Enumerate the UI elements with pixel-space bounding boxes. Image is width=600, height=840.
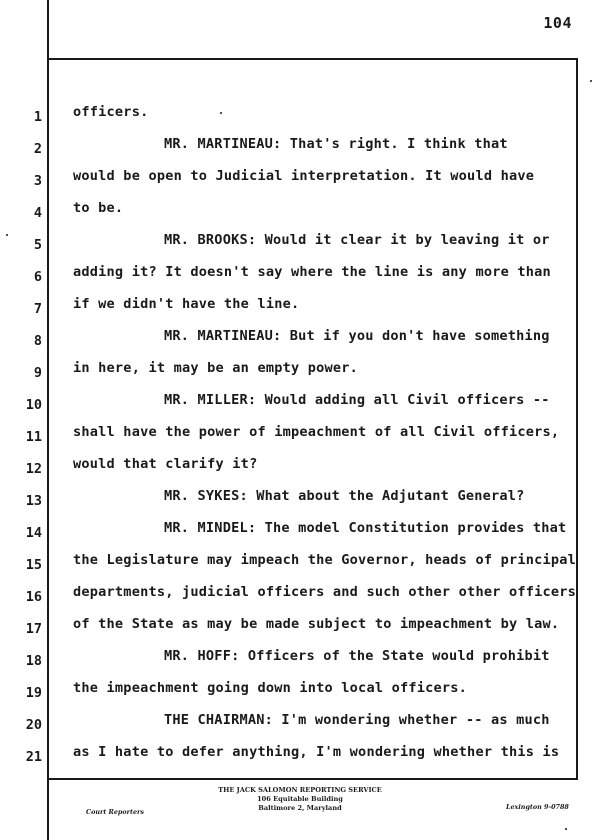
footer-rule	[47, 778, 578, 780]
transcript-line: in here, it may be an empty power.	[73, 360, 359, 376]
scan-speck	[590, 80, 592, 82]
right-margin-rule	[576, 60, 578, 780]
line-number: 20	[25, 717, 42, 733]
transcript-line: THE CHAIRMAN: I'm wondering whether -- as much	[164, 712, 550, 728]
transcript-line: MR. MINDEL: The model Constitution provides that	[164, 520, 567, 536]
transcript-line: shall have the power of impeachment of all Civil officers,	[73, 424, 560, 440]
header-rule	[47, 58, 578, 60]
transcript-line: adding it? It doesn't say where the line is any more than	[73, 264, 551, 280]
footer-service-name: THE JACK SALOMON REPORTING SERVICE	[218, 786, 382, 794]
transcript-line: would be open to Judicial interpretation. It would have	[73, 168, 535, 184]
transcript-line: would that clarify it?	[73, 456, 258, 472]
line-number: 11	[25, 429, 42, 445]
scan-speck	[565, 828, 567, 830]
transcript-line: the impeachment going down into local officers.	[73, 680, 468, 696]
line-number: 7	[33, 301, 42, 317]
line-number: 10	[25, 397, 42, 413]
footer-phone: Lexington 9-0788	[506, 803, 569, 811]
line-number: 3	[33, 173, 42, 189]
footer-building: 106 Equitable Building	[257, 795, 343, 803]
footer-reporting-service	[200, 786, 400, 813]
transcript-line: to be.	[73, 200, 124, 216]
line-number: 15	[25, 557, 42, 573]
line-number: 8	[33, 333, 42, 349]
transcript-line: MR. MARTINEAU: That's right. I think that	[164, 136, 508, 152]
line-number: 2	[33, 141, 42, 157]
left-margin-rule	[47, 0, 49, 840]
scan-speck	[6, 234, 8, 236]
line-number: 16	[25, 589, 42, 605]
line-number: 9	[33, 365, 42, 381]
transcript-line: departments, judicial officers and such other other officers	[73, 584, 577, 600]
transcript-line: if we didn't have the line.	[73, 296, 300, 312]
transcript-line: MR. MARTINEAU: But if you don't have something	[164, 328, 550, 344]
line-number: 13	[25, 493, 42, 509]
line-number: 4	[33, 205, 42, 221]
footer-city: Baltimore 2, Maryland	[258, 804, 342, 812]
line-number: 1	[33, 109, 42, 125]
scan-speck	[220, 112, 222, 114]
line-number: 12	[25, 461, 42, 477]
transcript-line: officers.	[73, 104, 149, 120]
transcript-line: MR. HOFF: Officers of the State would prohibit	[164, 648, 550, 664]
line-number: 19	[25, 685, 42, 701]
transcript-line: MR. MILLER: Would adding all Civil officers --	[164, 392, 550, 408]
line-number: 5	[33, 237, 42, 253]
transcript-line: as I hate to defer anything, I'm wondering whether this is	[73, 744, 560, 760]
line-number: 21	[25, 749, 42, 765]
line-number: 6	[33, 269, 42, 285]
line-number: 14	[25, 525, 42, 541]
transcript-line: MR. BROOKS: Would it clear it by leaving it or	[164, 232, 550, 248]
footer-court-reporters: Court Reporters	[86, 808, 144, 816]
transcript-line: of the State as may be made subject to impeachment by law.	[73, 616, 560, 632]
transcript-line: the Legislature may impeach the Governor, heads of principal	[73, 552, 577, 568]
line-number: 18	[25, 653, 42, 669]
page-number: 104	[543, 14, 572, 32]
transcript-line: MR. SYKES: What about the Adjutant General?	[164, 488, 525, 504]
line-number: 17	[25, 621, 42, 637]
